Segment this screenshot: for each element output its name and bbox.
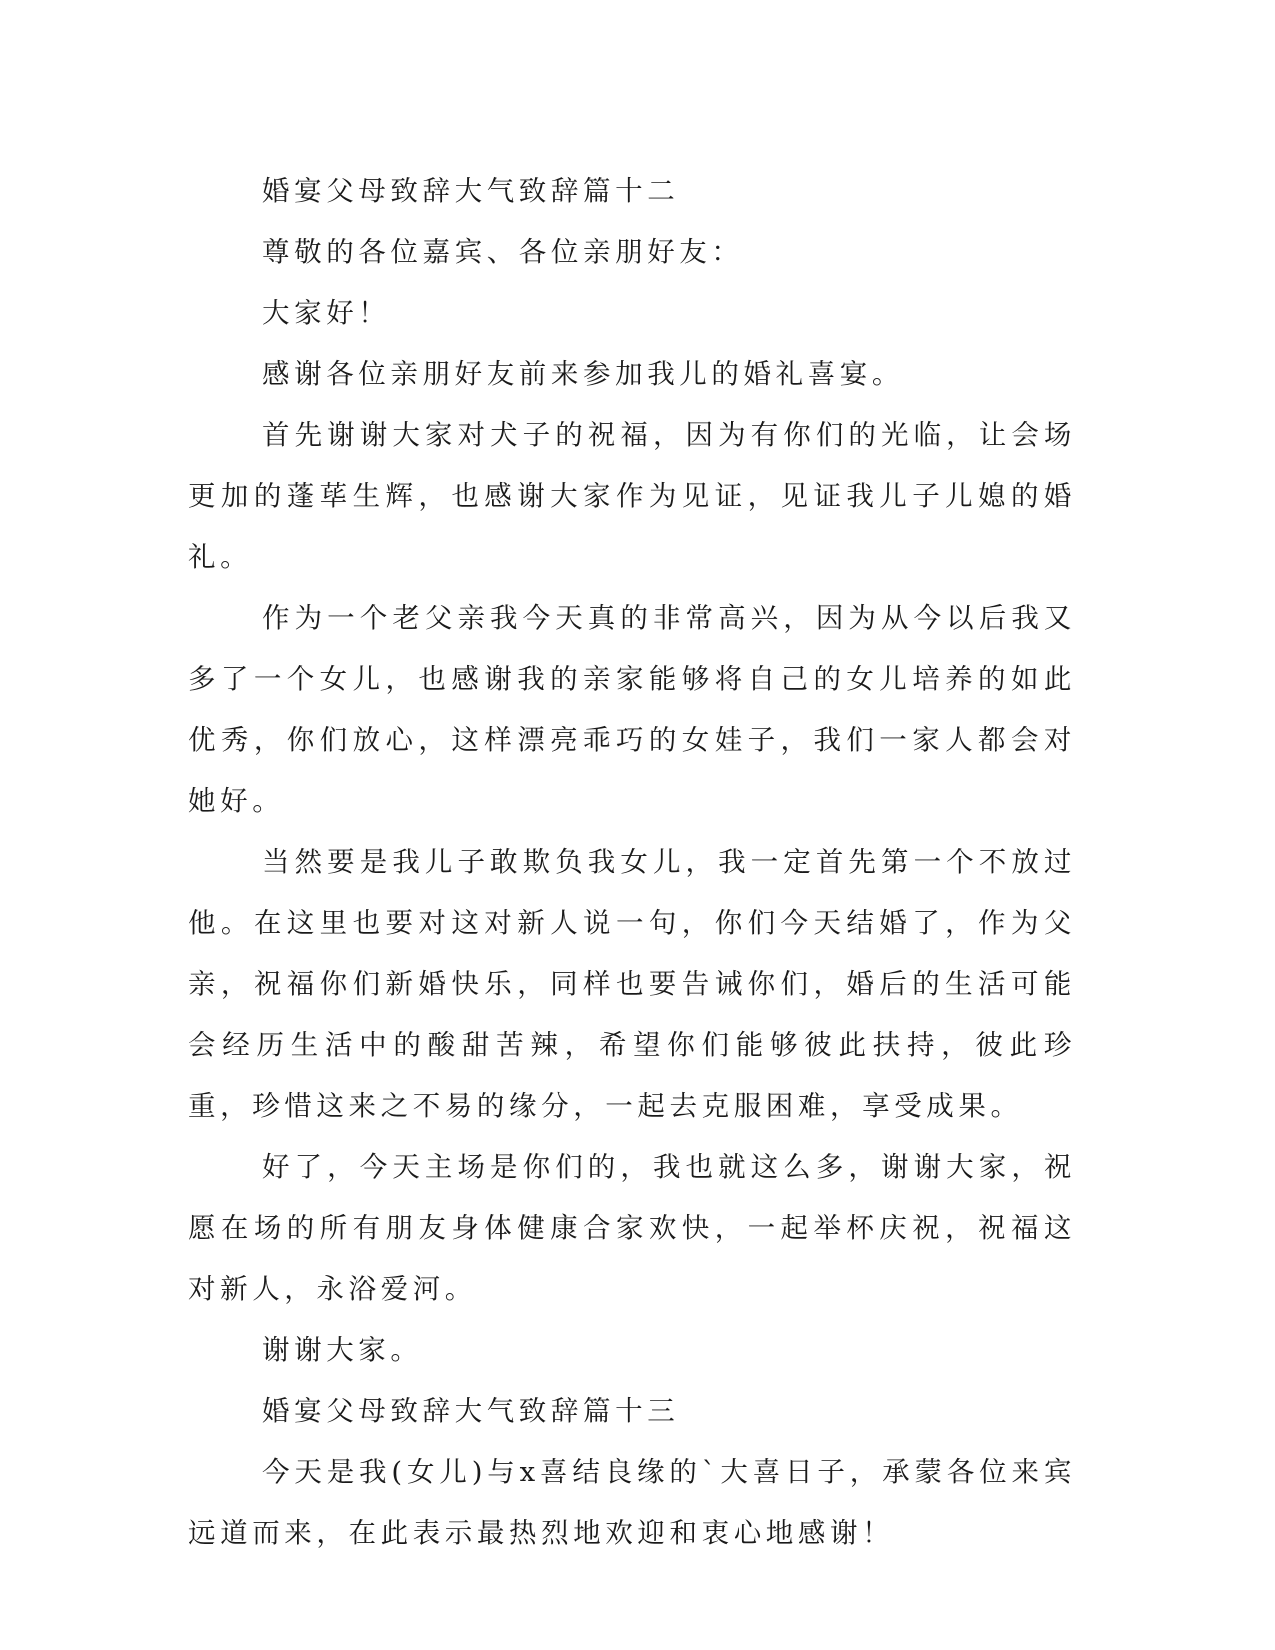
document-body (188, 161, 1076, 1564)
paragraph: 好了，今天主场是你们的，我也就这么多，谢谢大家，祝愿在场的所有朋友身体健康合家欢快，一起举杯庆祝，祝福这对新人，永浴爱河。 (188, 1151, 1076, 1305)
paragraph: 当然要是我儿子敢欺负我女儿，我一定首先第一个不放过他。在这里也要对这对新人说一句，你们今天结婚了，作为父亲，祝福你们新婚快乐，同样也要告诫你们，婚后的生活可能会经历生活中的酸甜苦辣，希望你们能够彼此扶持，彼此珍重，珍惜这来之不易的缘分，一起去克服困难，享受成果。 (188, 846, 1076, 1122)
paragraph: 感谢各位亲朋好友前来参加我儿的婚礼喜宴。 (262, 358, 904, 390)
paragraph: 首先谢谢大家对犬子的祝福，因为有你们的光临，让会场更加的蓬荜生辉，也感谢大家作为见证，见证我儿子儿媳的婚礼。 (188, 419, 1076, 573)
section-heading-13: 婚宴父母致辞大气致辞篇十三 (262, 1395, 680, 1427)
paragraph: 作为一个老父亲我今天真的非常高兴，因为从今以后我又多了一个女儿，也感谢我的亲家能够将自己的女儿培养的如此优秀，你们放心，这样漂亮乖巧的女娃子，我们一家人都会对她好。 (188, 602, 1076, 817)
section-heading-12: 婚宴父母致辞大气致辞篇十二 (262, 175, 680, 207)
closing: 谢谢大家。 (262, 1334, 423, 1366)
paragraph: 今天是我(女儿)与x喜结良缘的`大喜日子，承蒙各位来宾远道而来，在此表示最热烈地欢迎和衷心地感谢！ (188, 1456, 1076, 1549)
salutation: 尊敬的各位嘉宾、各位亲朋好友： (262, 236, 744, 268)
greeting: 大家好！ (262, 297, 391, 329)
